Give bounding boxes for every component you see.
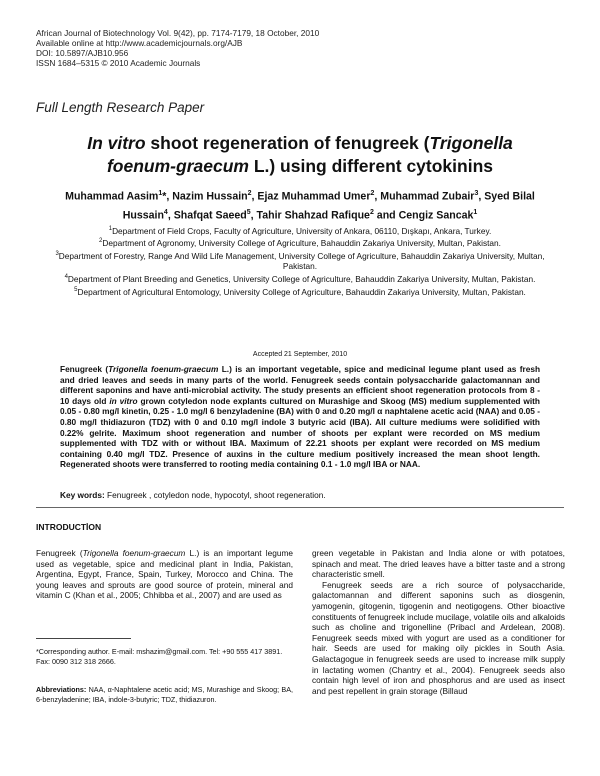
author-affiliation-mark: 2 <box>369 208 374 216</box>
abstract-text-1: Fenugreek ( <box>60 364 109 374</box>
title-part-3: Trigonella foenum-graecum <box>106 133 513 176</box>
journal-citation: African Journal of Biotechnology Vol. 9(42), pp. 7174-7179, 18 October, 2010 <box>36 28 320 38</box>
author-name: Syed Bilal Hussain <box>122 190 535 222</box>
title-part-2: shoot regeneration of fenugreek ( <box>145 133 430 153</box>
keywords-label: Key words: <box>60 490 105 500</box>
author-affiliation-mark: 2 <box>370 190 375 197</box>
affiliation-text: Department of Agronomy, University College of Agriculture, Bahauddin Zakariya University, Multan, Pakistan. <box>102 238 501 249</box>
abbreviations <box>36 685 293 704</box>
author-separator: , <box>251 190 258 203</box>
keywords-text: Fenugreek , cotyledon node, hypocotyl, shoot regeneration. <box>104 490 326 500</box>
paper-title <box>60 132 540 178</box>
right-paragraph-1: green vegetable in Pakistan and India alone or with potatoes, spinach and meat. The dried leaves have a bitter taste and a strong characteristic smell. <box>312 548 565 580</box>
affiliation-item <box>40 249 560 272</box>
author-separator: *, <box>162 190 173 203</box>
right-paragraph-2: Fenugreek seeds are a rich source of polysaccharide, galactomannan and different saponins such as diosgenin, yamogenin, gitogenin, tigogenin and neotigogens. Other bioactive constituents of fenugreek include mucilage, volatile oils and alkaloids such as choline and trigonelline (Pribacl and Ardelean, 2008). Fenugreek seeds mixed with yogurt are used as a conditioner for hair. Seeds are used for making oily pickles in South Asia. Galactagogue in fenugreek seeds are used to increase milk supply in lactating women (Chantry et al., 2004). Fenugreek seeds also contain high level of iron and phosphorus and are used as insect and pest repellent in grain storage (Billaud <box>312 579 565 696</box>
author-affiliation-mark: 2 <box>247 190 252 197</box>
author-separator: , <box>250 209 257 222</box>
right-column <box>312 548 565 696</box>
author-name: Nazim Hussain <box>172 190 248 203</box>
affiliation-item <box>40 272 560 284</box>
paper-type: Full Length Research Paper <box>36 100 205 115</box>
affiliation-list <box>40 224 560 297</box>
journal-availability: Available online at http://www.academicjournals.org/AJB <box>36 38 243 48</box>
author-name: Ejaz Muhammad Umer <box>257 190 371 203</box>
author-separator: , <box>374 190 381 203</box>
affiliation-text: Department of Agricultural Entomology, University College of Agriculture, Bahauddin Zakariya University, Multan, Pakistan. <box>77 286 526 297</box>
journal-issn: ISSN 1684–5315 © 2010 Academic Journals <box>36 58 201 68</box>
affiliation-text: Department of Forestry, Range And Wild Life Management, University College of Agriculture, Bahauddin Zakariya University, Multan, Pakistan. <box>58 250 545 272</box>
author-affiliation-mark: 1 <box>473 208 478 216</box>
journal-doi: DOI: 10.5897/AJB10.956 <box>36 48 129 58</box>
affiliation-item <box>40 236 560 248</box>
affiliation-text: Department of Plant Breeding and Genetics, University College of Agriculture, Bahauddin Zakariya University, Multan, Pakistan. <box>67 273 536 284</box>
author-separator: and <box>373 209 399 222</box>
author-name: Muhammad Zubair <box>380 190 475 203</box>
journal-header <box>36 28 319 68</box>
affiliation-item <box>40 285 560 297</box>
abbreviations-label: Abbreviations: <box>36 685 87 694</box>
abstract-text-2: Trigonella foenum-graecum <box>108 364 219 374</box>
affiliation-number: 2 <box>99 238 103 245</box>
author-affiliation-mark: 1 <box>158 190 163 197</box>
author-affiliation-mark: 4 <box>163 208 168 216</box>
affiliation-item <box>40 224 560 236</box>
corresponding-author-footnote: *Corresponding author. E-mail: mshazim@gmail.com. Tel: +90 555 417 3891. Fax: 0090 312 318 2666. <box>36 647 283 666</box>
affiliation-number: 3 <box>55 250 59 257</box>
footnote-divider <box>36 638 131 639</box>
author-separator: , <box>478 190 485 203</box>
left-p1-text-c: L.) is an important legume used as vegetable, spice and medicinal plant in India, Pakistan, Argentina, Egypt, France, Spain, Turkey, Morocco and China. The young leaves and sprouts are good source of protein, mineral and vitamin C (Khan et al., 2005; Chhibba et al., 2007) and are used as <box>36 548 294 601</box>
abstract-text-3: L.) is an important vegetable, spice and medicinal legume plant used as fresh and dried leaves and seeds in many parts of the world. Fenugreek seeds contain polysaccharide galactomannan and different saponins and have anti-microbial activity. The study presents an efficient shoot regeneration protocols from 8 - 10 days old <box>60 364 541 406</box>
accepted-date: Accepted 21 September, 2010 <box>252 351 348 358</box>
abbreviations-text: NAA, α-Naphtalene acetic acid; MS, Murashige and Skoog; BA, 6-benzyladenine; IBA, indole-3-butyric; TDZ, thidiazuron. <box>36 685 293 704</box>
author-name: Cengiz Sancak <box>398 209 474 222</box>
author-name: Muhammad Aasim <box>65 190 159 203</box>
left-p1-text-a: Fenugreek ( <box>36 548 83 558</box>
introduction-heading: INTRODUCTİON <box>36 522 102 532</box>
author-separator: , <box>167 209 174 222</box>
keywords <box>60 490 540 500</box>
abstract <box>60 364 540 470</box>
affiliation-number: 5 <box>74 286 78 293</box>
author-list <box>40 186 560 223</box>
abstract-text-5: grown cotyledon node explants cultured on Murashige and Skoog (MS) medium supplemented with 0.05 - 0.80 mg/l kinetin, 0.25 - 1.0 mg/l 6 benzyladenine (BA) with 0 and 0.20 mg/l α naphtalene acetic acid (NAA) and 0.05 - 0.80 mg/l thidiazuron (TDZ) with 0 and 0.10 mg/l indole 3 butyric acid (IBA). All culture mediums were solidified with 0.22% gelrite. Maximum shoot regeneration and number of shoots per explant were recorded on MS medium supplemented with TDZ with or without IBA. Maximum of 22.21 shoots per explant were recorded on MS medium containing 0.40 mg/l TDZ. Presence of auxins in the culture medium positively increased the mean shoot length. Regenerated shoots were transferred to rooting media containing 0.1 - 1.0 mg/l IBA or NAA. <box>60 395 540 470</box>
title-part-1: In vitro <box>87 133 146 153</box>
left-p1-text-b: Trigonella foenum-graecum <box>82 548 186 558</box>
left-column <box>36 548 293 601</box>
title-part-4: L.) using different cytokinins <box>248 156 493 176</box>
left-paragraph-1 <box>36 548 293 601</box>
abstract-text-4: in vitro <box>109 395 138 406</box>
affiliation-text: Department of Field Crops, Faculty of Agriculture, University of Ankara, 06110, Dışkapı, Ankara, Turkey. <box>112 225 492 236</box>
affiliation-number: 4 <box>64 274 68 281</box>
author-name: Shafqat Saeed <box>173 209 247 222</box>
section-divider <box>36 507 564 508</box>
affiliation-number: 1 <box>108 226 113 232</box>
author-affiliation-mark: 5 <box>246 208 251 216</box>
author-affiliation-mark: 3 <box>474 190 479 197</box>
author-name: Tahir Shahzad Rafique <box>256 209 370 222</box>
